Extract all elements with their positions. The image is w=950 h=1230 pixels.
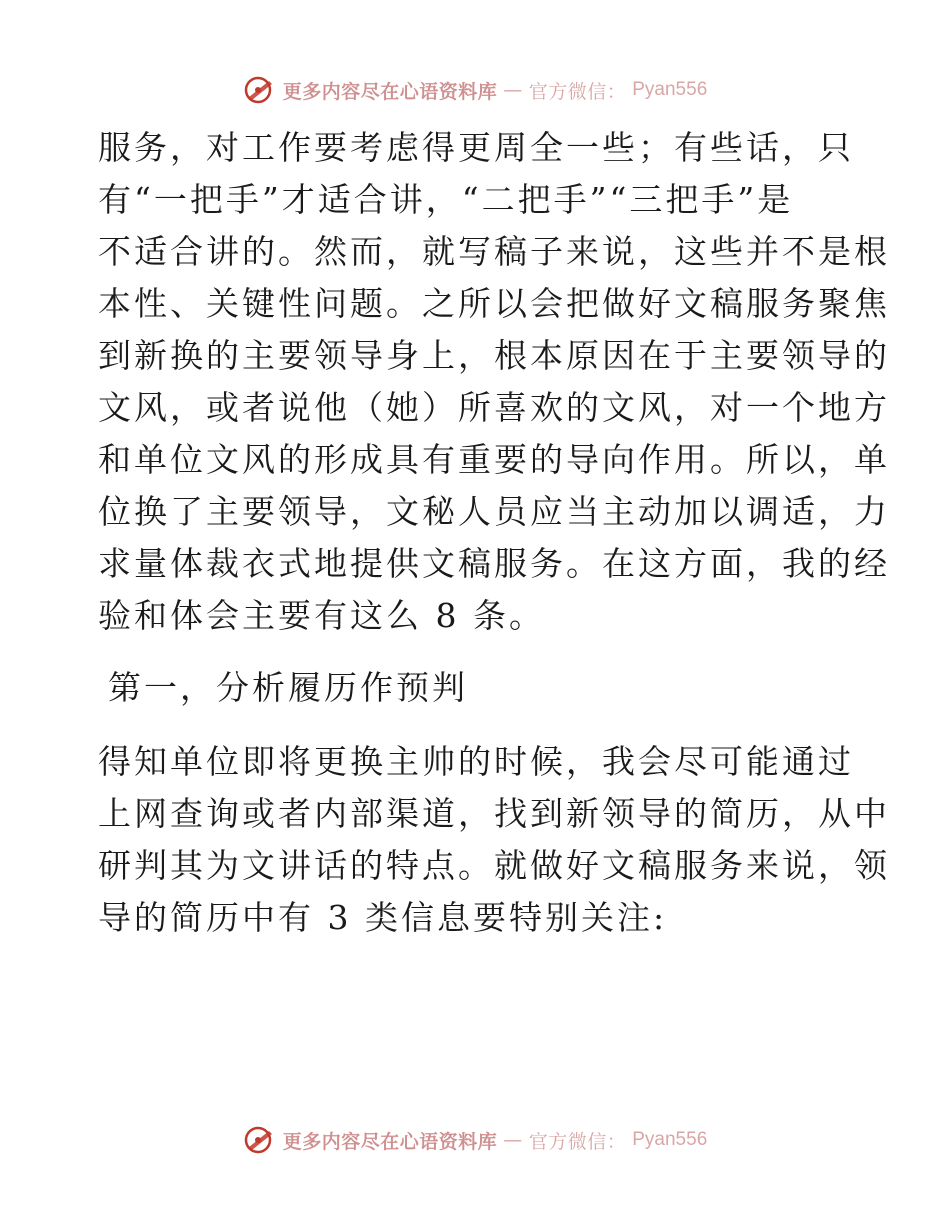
text-line: 上网查询或者内部渠道，找到新领导的简历，从中 [98, 794, 890, 833]
text-line: 验和体会主要有这么 8 条。 [98, 596, 545, 635]
text-line: 到新换的主要领导身上，根本原因在于主要领导的 [98, 336, 890, 375]
text-line: 不适合讲的。然而，就写稿子来说，这些并不是根 [98, 232, 890, 271]
watermark-id: Pyan556 [632, 1129, 708, 1150]
text-line: 导的简历中有 3 类信息要特别关注: [98, 898, 668, 937]
text-line: 有“一把手”才适合讲，“二把手”“三把手”是 [98, 180, 794, 219]
document-body [98, 122, 890, 944]
watermark-dash: — [503, 79, 523, 101]
watermark-id: Pyan556 [632, 79, 708, 100]
watermark-dash: — [503, 1129, 523, 1151]
watermark-header [0, 75, 950, 105]
watermark-contact: 官方微信： [528, 80, 627, 103]
paragraph-1 [98, 122, 890, 642]
text-line: 本性、关键性问题。之所以会把做好文稿服务聚焦 [98, 284, 890, 323]
text-line: 服务，对工作要考虑得更周全一些；有些话，只 [98, 128, 854, 167]
text-line: 和单位文风的形成具有重要的导向作用。所以，单 [98, 440, 890, 479]
text-line: 求量体裁衣式地提供文稿服务。在这方面，我的经 [98, 544, 890, 583]
text-line: 位换了主要领导，文秘人员应当主动加以调适，力 [98, 492, 890, 531]
text-line: 研判其为文讲话的特点。就做好文稿服务来说，领 [98, 846, 890, 885]
spacer [98, 714, 858, 736]
section-heading: 第一，分析履历作预判 [108, 668, 468, 707]
watermark-brand: 更多内容尽在心语资料库 [282, 1130, 498, 1153]
watermark-footer [0, 1125, 950, 1155]
watermark-contact: 官方微信： [528, 1130, 627, 1153]
pen-circle-logo-icon [243, 75, 277, 105]
pen-circle-logo-icon [243, 1125, 277, 1155]
text-line: 得知单位即将更换主帅的时候，我会尽可能通过 [98, 742, 854, 781]
paragraph-2 [98, 736, 890, 944]
text-line: 文风，或者说他（她）所喜欢的文风，对一个地方 [98, 388, 890, 427]
watermark-brand: 更多内容尽在心语资料库 [282, 80, 498, 103]
spacer [98, 642, 858, 662]
